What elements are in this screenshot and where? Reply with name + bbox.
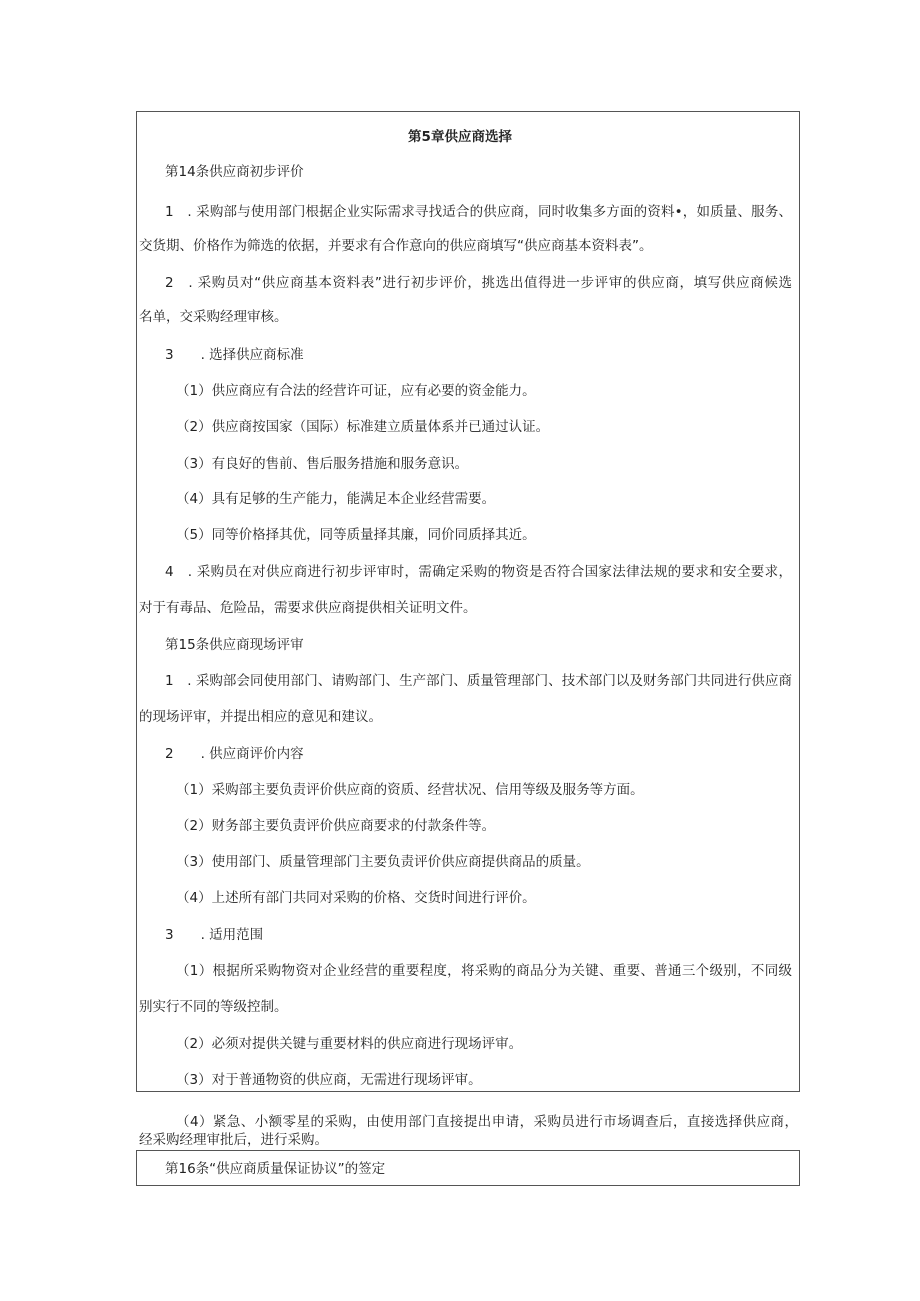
art14-p4-line2: 对于有毒品、危险品，需要求供应商提供相关证明文件。: [139, 600, 477, 616]
scope-item-1-line2: 别实行不同的等级控制。: [139, 999, 288, 1015]
art15-p1-line2: 的现场评审，并提出相应的意见和建议。: [139, 709, 382, 725]
art14-p2-line2: 名单，交采购经理审核。: [139, 309, 288, 325]
criteria-item-4: （4）具有足够的生产能力，能满足本企业经营需要。: [176, 491, 496, 507]
eval-item-1: （1）采购部主要负责评价供应商的资质、经营状况、信用等级及服务等方面。: [176, 782, 644, 798]
art14-p3: 3 . 选择供应商标准: [165, 347, 304, 363]
art15-p2: 2 . 供应商评价内容: [165, 746, 304, 762]
criteria-item-5: （5）同等价格择其优，同等质量择其廉，同价同质择其近。: [176, 527, 536, 543]
art14-p1-line2: 交货期、价格作为筛选的依据，并要求有合作意向的供应商填写“供应商基本资料表”。: [139, 238, 653, 254]
art14-p4-line1: 4 . 采购员在对供应商进行初步评审时，需确定采购的物资是否符合国家法律法规的要求和安全要求，: [165, 564, 792, 580]
scope-item-4-line2: 经采购经理审批后，进行采购。: [139, 1132, 328, 1148]
art14-p2-line1: 2 . 采购员对“供应商基本资料表”进行初步评价，挑选出值得进一步评审的供应商，填写供应商候选: [165, 275, 792, 291]
scope-item-3: （3）对于普通物资的供应商，无需进行现场评审。: [176, 1072, 482, 1088]
criteria-item-1: （1）供应商应有合法的经营许可证，应有必要的资金能力。: [176, 383, 536, 399]
art14-p1-line1: 1 . 采购部与使用部门根据企业实际需求寻找适合的供应商，同时收集多方面的资料•，如质量、服务、: [165, 204, 792, 220]
article-15-heading: 第15条供应商现场评审: [165, 637, 304, 653]
chapter-title: 第5章供应商选择: [408, 129, 512, 145]
scope-item-4-line1: （4）紧急、小额零星的采购，由使用部门直接提出申请，采购员进行市场调查后，直接选择供应商，: [176, 1114, 798, 1130]
criteria-item-3: （3）有良好的售前、售后服务措施和服务意识。: [176, 456, 469, 472]
article-14-heading: 第14条供应商初步评价: [165, 164, 304, 180]
scope-item-1-line1: （1）根据所采购物资对企业经营的重要程度，将采购的商品分为关键、重要、普通三个级别，不同级: [176, 963, 792, 979]
criteria-item-2: （2）供应商按国家（国际）标准建立质量体系并已通过认证。: [176, 419, 550, 435]
eval-item-3: （3）使用部门、质量管理部门主要负责评价供应商提供商品的质量。: [176, 854, 590, 870]
eval-item-2: （2）财务部主要负责评价供应商要求的付款条件等。: [176, 818, 496, 834]
art15-p3: 3 . 适用范围: [165, 927, 264, 943]
scope-item-2: （2）必须对提供关键与重要材料的供应商进行现场评审。: [176, 1036, 523, 1052]
art15-p1-line1: 1 . 采购部会同使用部门、请购部门、生产部门、质量管理部门、技术部门以及财务部门共同进行供应商: [165, 673, 792, 689]
article-16-heading: 第16条“供应商质量保证协议”的签定: [165, 1161, 386, 1177]
eval-item-4: （4）上述所有部门共同对采购的价格、交货时间进行评价。: [176, 890, 536, 906]
